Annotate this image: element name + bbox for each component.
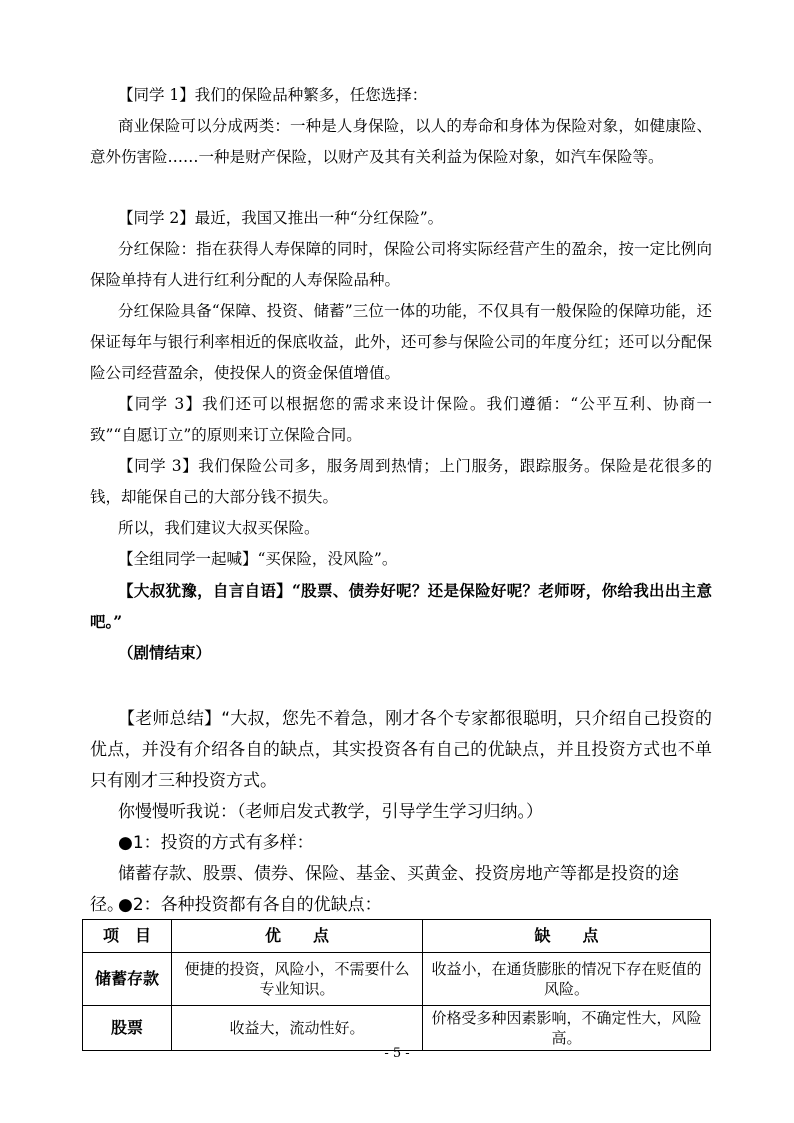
header-item: 项 目 [83,920,172,953]
paragraph-teacher-summary: 【老师总结】“大叔，您先不着急，刚才各个专家都很聪明，只介绍自己投资的优点，并没有介绍各自的缺点，其实投资各有自己的优缺点，并且投资方式也不单只有刚才三种投资方式。 [90,709,712,791]
paragraph-suggestion: 所以，我们建议大叔买保险。 [118,519,320,537]
paragraph-student2-intro: 【同学 2】最近，我国又推出一种“分红保险”。 [118,209,444,227]
paragraph-insurance-types: 商业保险可以分成两类：一种是人身保险，以人的寿命和身体为保险对象，如健康险、意外伤害险……一种是财产保险，以财产及其有关利益为保险对象，如汽车保险等。 [90,117,712,166]
row-pros: 便捷的投资，风险小，不需要什么专业知识。 [172,953,423,1006]
paragraph-investment-ways: 储蓄存款、股票、债券、保险、基金、买黄金、投资房地产等都是投资的途径。 [90,864,679,915]
table-row [83,1006,711,1051]
table-row [83,953,711,1006]
page-number: - 5 - [384,1046,410,1061]
row-cons: 价格受多种因素影响，不确定性大，风险高。 [423,1006,711,1051]
paragraph-listen: 你慢慢听我说：（老师启发式教学，引导学生学习归纳。） [118,802,543,822]
paragraph-uncle-hesitates: 【大叔犹豫，自言自语】“股票、债券好呢？还是保险好呢？老师呀，你给我出出主意吧。” [90,581,712,631]
paragraph-scene-end: （剧情结束） [118,643,212,662]
paragraph-student3-design: 【同学 3】我们还可以根据您的需求来设计保险。我们遵循：“公平互利、协商一致”“自愿订立”的原则来订立保险合同。 [90,395,712,444]
header-pros: 优 点 [172,920,423,953]
paragraph-point-2: ●2：各种投资都有各自的优缺点： [118,895,382,915]
pros-cons-table [82,919,711,1051]
paragraph-point-1: ●1：投资的方式有多样： [118,833,314,853]
row-cons: 收益小，在通货膨胀的情况下存在贬值的风险。 [423,953,711,1006]
paragraph-group-shout: 【全组同学一起喊】“买保险，没风险”。 [118,550,398,568]
paragraph-student1-intro: 【同学 1】我们的保险品种繁多，任您选择： [118,86,428,104]
paragraph-student3-service: 【同学 3】我们保险公司多，服务周到热情；上门服务，跟踪服务。保险是花很多的钱，却能保自己的大部分钱不损失。 [90,457,712,506]
row-pros: 收益大，流动性好。 [172,1006,423,1051]
paragraph-dividend-features: 分红保险具备“保障、投资、储蓄”三位一体的功能，不仅具有一般保险的保障功能，还保证每年与银行利率相近的保底收益，此外，还可参与保险公司的年度分红；还可以分配保险公司经营盈余，使投保人的资金保值增值。 [90,302,712,382]
paragraph-dividend-definition: 分红保险：指在获得人寿保障的同时，保险公司将实际经营产生的盈余，按一定比例向保险单持有人进行红利分配的人寿保险品种。 [90,240,712,289]
row-name: 股票 [83,1006,172,1051]
table-header-row [83,920,711,953]
row-name: 储蓄存款 [83,953,172,1006]
header-cons: 缺 点 [423,920,711,953]
